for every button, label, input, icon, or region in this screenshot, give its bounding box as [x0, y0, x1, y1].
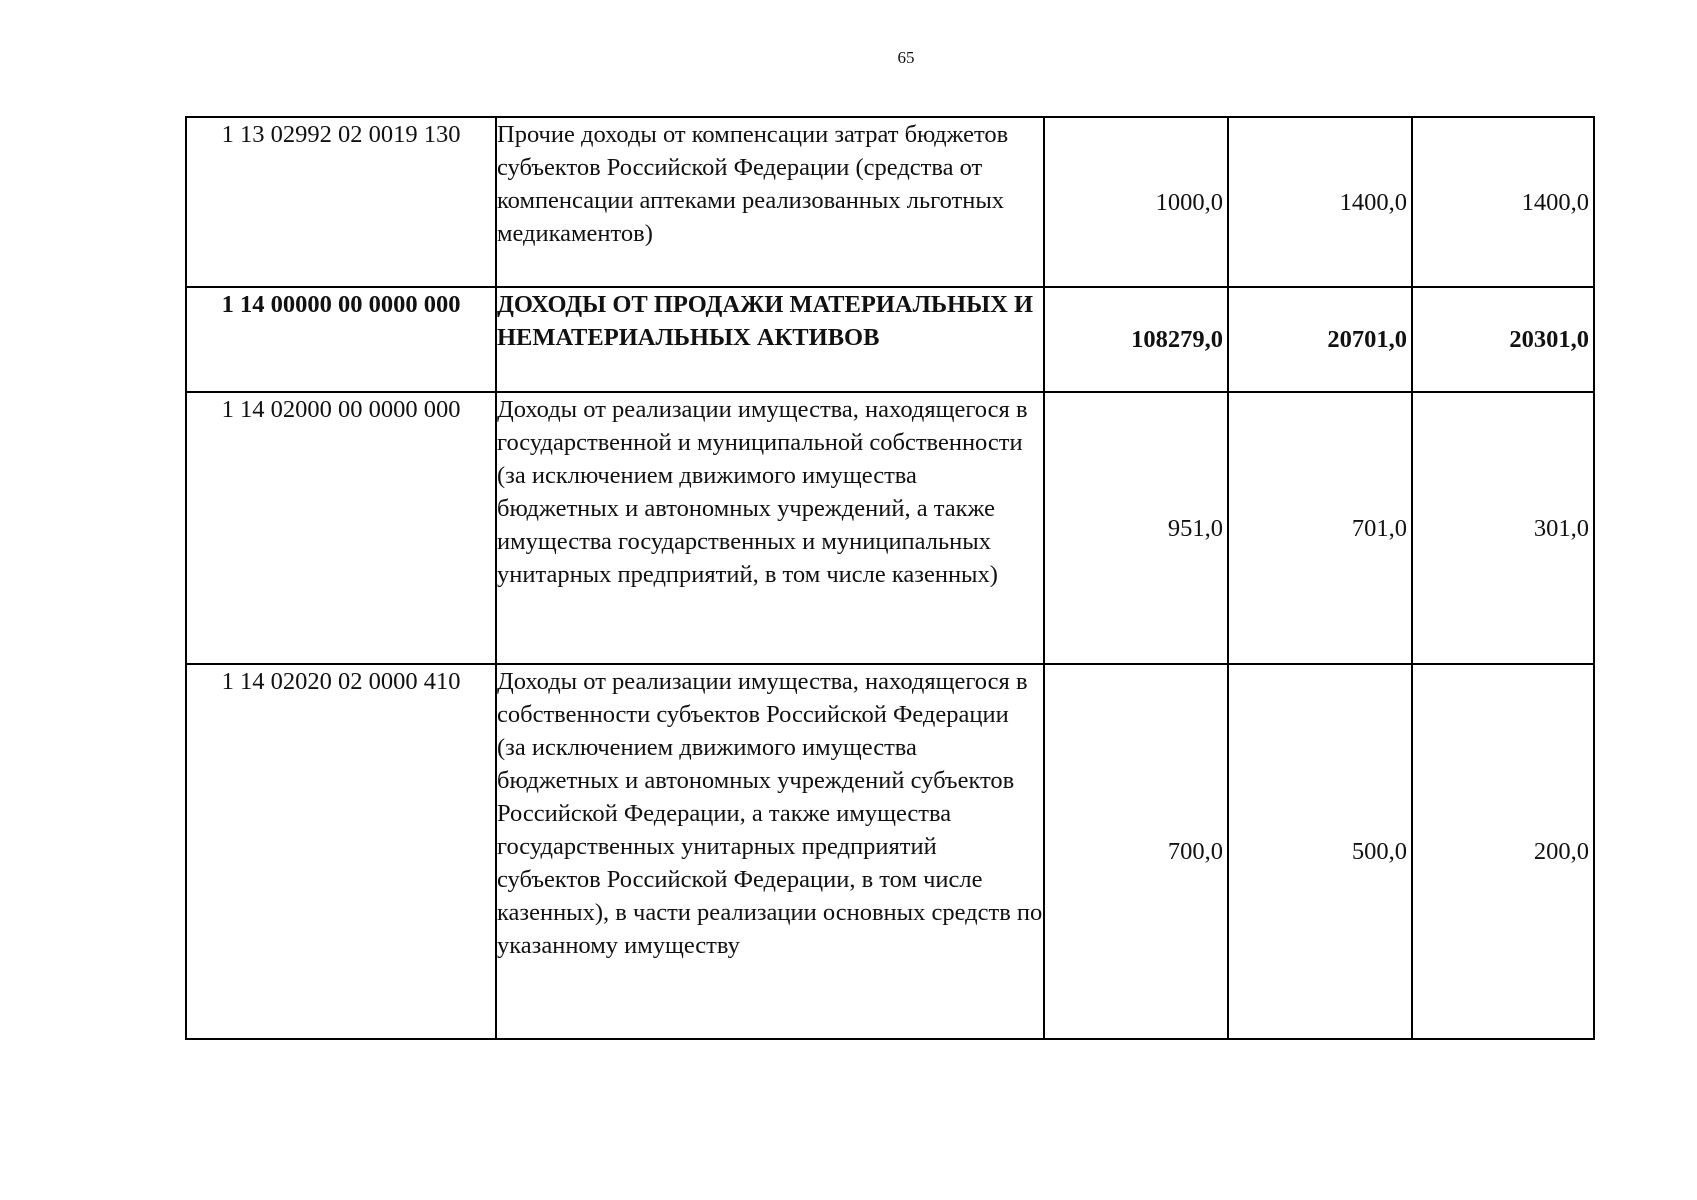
amount-year-2: 701,0 — [1228, 392, 1412, 664]
amount-year-2: 1400,0 — [1228, 117, 1412, 287]
amount-year-2: 500,0 — [1228, 664, 1412, 1039]
page-number: 65 — [897, 48, 915, 67]
table-row — [186, 117, 1594, 287]
income-name: Прочие доходы от компенсации затрат бюджетов субъектов Российской Федерации (средства от компенсации аптеками реализованных льготных медикаментов) — [496, 117, 1044, 287]
amount-year-3: 20301,0 — [1412, 287, 1594, 392]
table-row — [186, 664, 1594, 1039]
amount-year-3: 1400,0 — [1412, 117, 1594, 287]
amount-year-3: 301,0 — [1412, 392, 1594, 664]
table-row — [186, 392, 1594, 664]
income-name: ДОХОДЫ ОТ ПРОДАЖИ МАТЕРИАЛЬНЫХ И НЕМАТЕРИАЛЬНЫХ АКТИВОВ — [496, 287, 1044, 392]
amount-year-1: 700,0 — [1044, 664, 1228, 1039]
budget-table — [185, 116, 1595, 1040]
income-code: 1 14 02020 02 0000 410 — [186, 664, 496, 1039]
amount-year-3: 200,0 — [1412, 664, 1594, 1039]
amount-year-2: 20701,0 — [1228, 287, 1412, 392]
amount-year-1: 951,0 — [1044, 392, 1228, 664]
amount-year-1: 1000,0 — [1044, 117, 1228, 287]
income-code: 1 13 02992 02 0019 130 — [186, 117, 496, 287]
amount-year-1: 108279,0 — [1044, 287, 1228, 392]
income-name: Доходы от реализации имущества, находящегося в собственности субъектов Российской Федерации (за исключением движимого имущества бюджетных и автономных учреждений субъектов Российской Федерации, а также имущества государственных унитарных предприятий субъектов Российской Федерации, в том числе казенных), в части реализации основных средств по указанному имуществу — [496, 664, 1044, 1039]
income-code: 1 14 02000 00 0000 000 — [186, 392, 496, 664]
income-code: 1 14 00000 00 0000 000 — [186, 287, 496, 392]
income-name: Доходы от реализации имущества, находящегося в государственной и муниципальной собственности (за исключением движимого имущества бюджетных и автономных учреждений, а также имущества государственных и муниципальных унитарных предприятий, в том числе казенных) — [496, 392, 1044, 664]
table-row — [186, 287, 1594, 392]
